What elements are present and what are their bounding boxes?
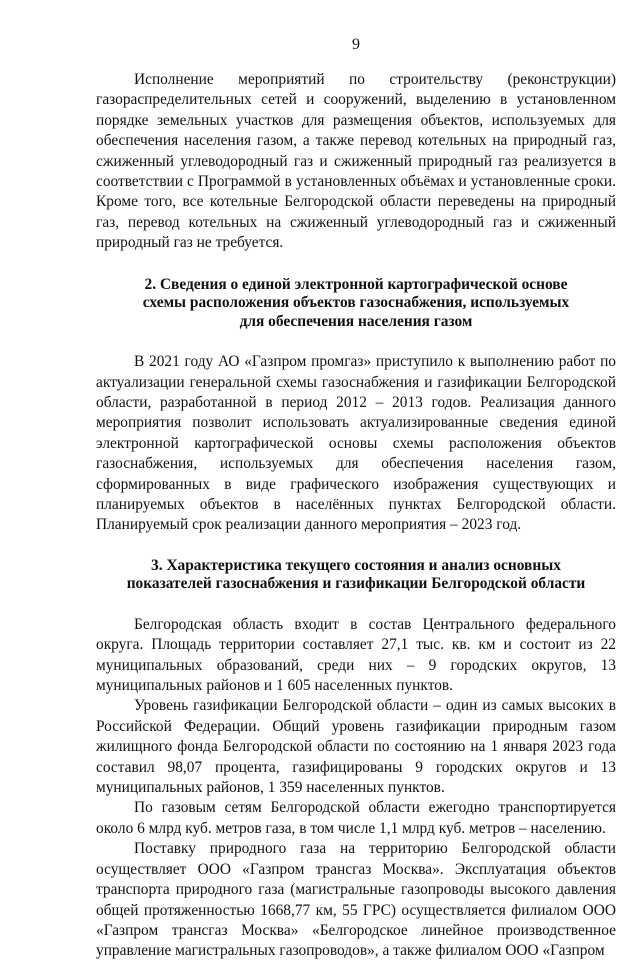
paragraph: Исполнение мероприятий по строительству (реконструкции) газораспределительных сетей и сооружений, выделению в установленном порядке земельных участков для размещения объектов, используемых для обеспечения населения газом, а также перевод котельных на природный газ, сжиженный углеводородный газ и сжиженный природный газ реализуется в соответствии с Программой в установленных объёмах и установленные сроки. Кроме того, все котельные Белгородской области переведены на природный газ, перевод котельных на сжиженный углеводородный газ и сжиженный природный газ не требуется.	[96, 71, 616, 252]
heading-line: 3. Характеристика текущего состояния и анализ основных	[151, 556, 561, 574]
section-3-body	[96, 615, 616, 962]
page-number: 9	[352, 36, 360, 53]
paragraph: В 2021 году АО «Газпром промгаз» приступило к выполнению работ по актуализации генеральной схемы газоснабжения и газификации Белгородской области, разработанной в период 2012 – 2013 годов. Реализация данного мероприятия позволит использовать актуализированные сведения единой электронной картографической основы схемы расположения объектов газоснабжения, используемых для обеспечения населения газом, сформированных в виде графического изображения существующих и планируемых объектов в населённых пунктах Белгородской области. Планируемый срок реализации данного мероприятия – 2023 год.	[96, 353, 616, 534]
section-heading	[96, 276, 616, 332]
paragraph: Уровень газификации Белгородской области – один из самых высоких в Российской Федерации. Общий уровень газификации природным газом жилищного фонда Белгородской области по состоянию на 1 января 2023 года составил 98,07 процента, газифицированы 9 городских округов и 13 муниципальных районов, 1 359 населенных пунктов.	[96, 697, 616, 797]
section-intro	[96, 70, 616, 254]
heading-line: показателей газоснабжения и газификации Белгородской области	[126, 575, 586, 593]
heading-line: 2. Сведения о единой электронной картографической основе	[144, 275, 568, 293]
paragraph: По газовым сетям Белгородской области ежегодно транспортируется около 6 млрд куб. метров газа, в том числе 1,1 млрд куб. метров – населению.	[96, 799, 616, 837]
section-2-body	[96, 352, 616, 536]
paragraph: Поставку природного газа на территорию Белгородской области осуществляет ООО «Газпром трансгаз Москва». Эксплуатация объектов транспорта природного газа (магистральные газопроводы высокого давления общей протяженностью 1668,77 км, 55 ГРС) осуществляется филиалом ООО «Газпром трансгаз Москва» «Белгородское линейное производственное управление магистральных газопроводов», а также филиалом ООО «Газпром	[96, 840, 616, 960]
heading-line: схемы расположения объектов газоснабжения, используемых	[142, 294, 570, 312]
heading-line: для обеспечения населения газом	[239, 312, 473, 330]
paragraph: Белгородская область входит в состав Центрального федерального округа. Площадь территории составляет 27,1 тыс. кв. км и состоит из 22 муниципальных образований, среди них – 9 городских округов, 13 муниципальных районов и 1 605 населенных пунктов.	[96, 615, 616, 695]
section-heading	[96, 557, 616, 594]
